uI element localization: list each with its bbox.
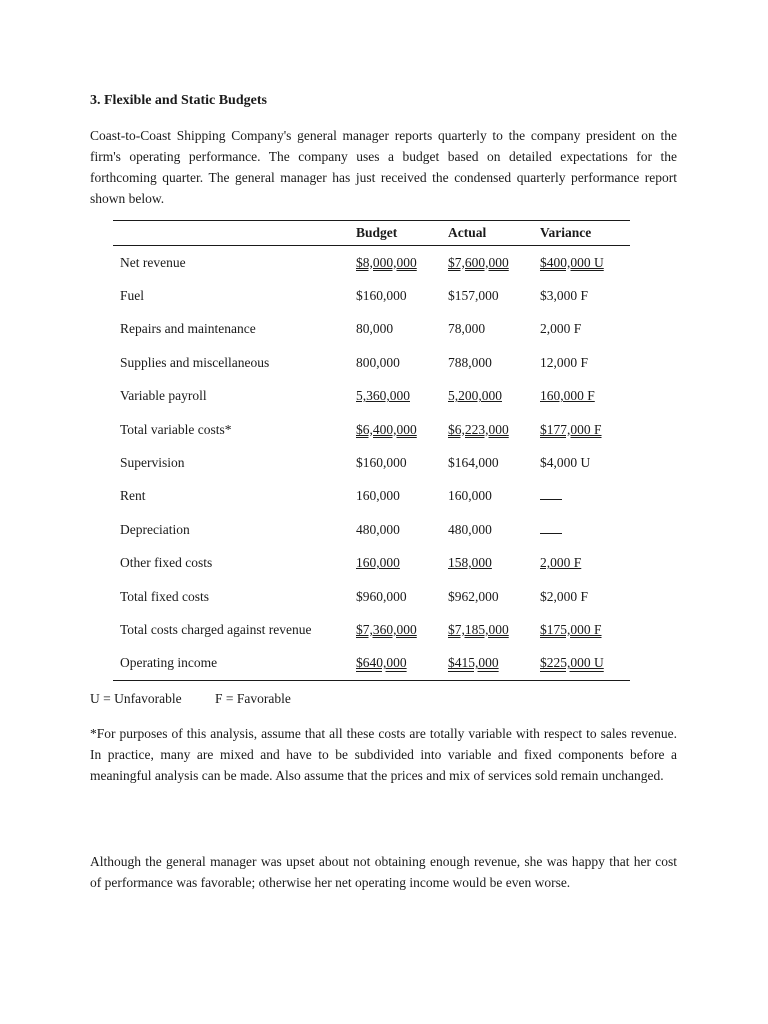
actual-value: 5,200,000: [448, 388, 502, 404]
row-label: Repairs and maintenance: [120, 321, 256, 337]
variance-value: $2,000 F: [540, 588, 589, 604]
row-label: Total costs charged against revenue: [120, 621, 312, 637]
actual-value: 788,000: [448, 354, 492, 370]
budget-value: 80,000: [356, 321, 394, 337]
row-label: Other fixed costs: [120, 555, 213, 571]
footnote-paragraph: *For purposes of this analysis, assume that all these costs are totally variable with respect to sales revenue. In practice, many are mixed and have to be subdivided into variable and fixed components before a meaningful analysis can be made. Also assume that the prices and mix of services sold remain unchanged.: [90, 726, 677, 783]
table-row: [113, 613, 630, 646]
budget-value: 5,360,000: [356, 388, 410, 404]
table-row: [113, 346, 630, 379]
variance-blank: [540, 524, 562, 534]
actual-value: $7,185,000: [448, 621, 509, 637]
row-label: Supplies and miscellaneous: [120, 354, 270, 370]
actual-value: $415,000: [448, 655, 499, 671]
row-label: Total fixed costs: [120, 588, 210, 604]
actual-value: $7,600,000: [448, 254, 509, 270]
row-label: Variable payroll: [120, 388, 207, 404]
table-row: [113, 313, 630, 346]
variance-value: 12,000 F: [540, 354, 589, 370]
table-row: [113, 413, 630, 446]
variance-value: $4,000 U: [540, 455, 591, 471]
table-row: [113, 547, 630, 580]
table-row: [113, 380, 630, 413]
row-label: Net revenue: [120, 254, 186, 270]
intro-paragraph: Coast-to-Coast Shipping Company's general manager reports quarterly to the company president on the firm's operating performance. The company uses a budget based on detailed expectations for the forthcoming quarter. The general manager has just received the condensed quarterly performance report shown below.: [90, 128, 677, 206]
table-header-row: [113, 221, 630, 246]
row-label: Rent: [120, 488, 146, 504]
table-row: [113, 446, 630, 479]
actual-value: $157,000: [448, 288, 499, 304]
row-label: Fuel: [120, 288, 145, 304]
performance-report-table: [113, 220, 630, 681]
header-label-cell: [113, 221, 356, 246]
budget-value: 160,000: [356, 488, 400, 504]
table-row: [113, 246, 630, 280]
budget-value: $7,360,000: [356, 621, 417, 637]
table-row: [113, 513, 630, 546]
budget-value: $160,000: [356, 288, 407, 304]
variance-value: 2,000 F: [540, 555, 582, 571]
variance-value: 2,000 F: [540, 321, 582, 337]
variance-value: $3,000 F: [540, 288, 589, 304]
budget-value: 800,000: [356, 354, 400, 370]
table-row: [113, 480, 630, 513]
table-row: [113, 647, 630, 681]
actual-value: 480,000: [448, 521, 492, 537]
variance-value: $175,000 F: [540, 621, 602, 637]
table-row: [113, 580, 630, 613]
actual-value: 158,000: [448, 555, 492, 571]
header-actual: Actual: [448, 221, 540, 246]
actual-value: $6,223,000: [448, 421, 509, 437]
row-label: Total variable costs*: [120, 421, 232, 437]
closing-paragraph: Although the general manager was upset about not obtaining enough revenue, she was happy that her cost of performance was favorable; otherwise her net operating income would be even worse.: [90, 854, 677, 890]
row-label: Supervision: [120, 455, 185, 471]
budget-value: $160,000: [356, 455, 407, 471]
variance-value: $225,000 U: [540, 655, 604, 671]
legend: [90, 691, 321, 707]
variance-value: 160,000 F: [540, 388, 595, 404]
row-label: Operating income: [120, 655, 218, 671]
variance-value: $177,000 F: [540, 421, 602, 437]
header-variance: Variance: [540, 221, 630, 246]
budget-value: 480,000: [356, 521, 400, 537]
row-label: Depreciation: [120, 521, 190, 537]
variance-value: $400,000 U: [540, 254, 604, 270]
variance-blank: [540, 490, 562, 500]
budget-value: $640,000: [356, 655, 407, 671]
table-row: [113, 279, 630, 312]
budget-value: 160,000: [356, 555, 400, 571]
actual-value: 160,000: [448, 488, 492, 504]
actual-value: 78,000: [448, 321, 486, 337]
section-heading: 3. Flexible and Static Budgets: [90, 93, 267, 108]
budget-value: $960,000: [356, 588, 407, 604]
actual-value: $962,000: [448, 588, 499, 604]
budget-value: $6,400,000: [356, 421, 417, 437]
header-budget: Budget: [356, 221, 448, 246]
budget-value: $8,000,000: [356, 254, 417, 270]
legend-unfavorable: U = Unfavorable: [90, 691, 182, 706]
legend-favorable: F = Favorable: [214, 691, 291, 706]
actual-value: $164,000: [448, 455, 499, 471]
